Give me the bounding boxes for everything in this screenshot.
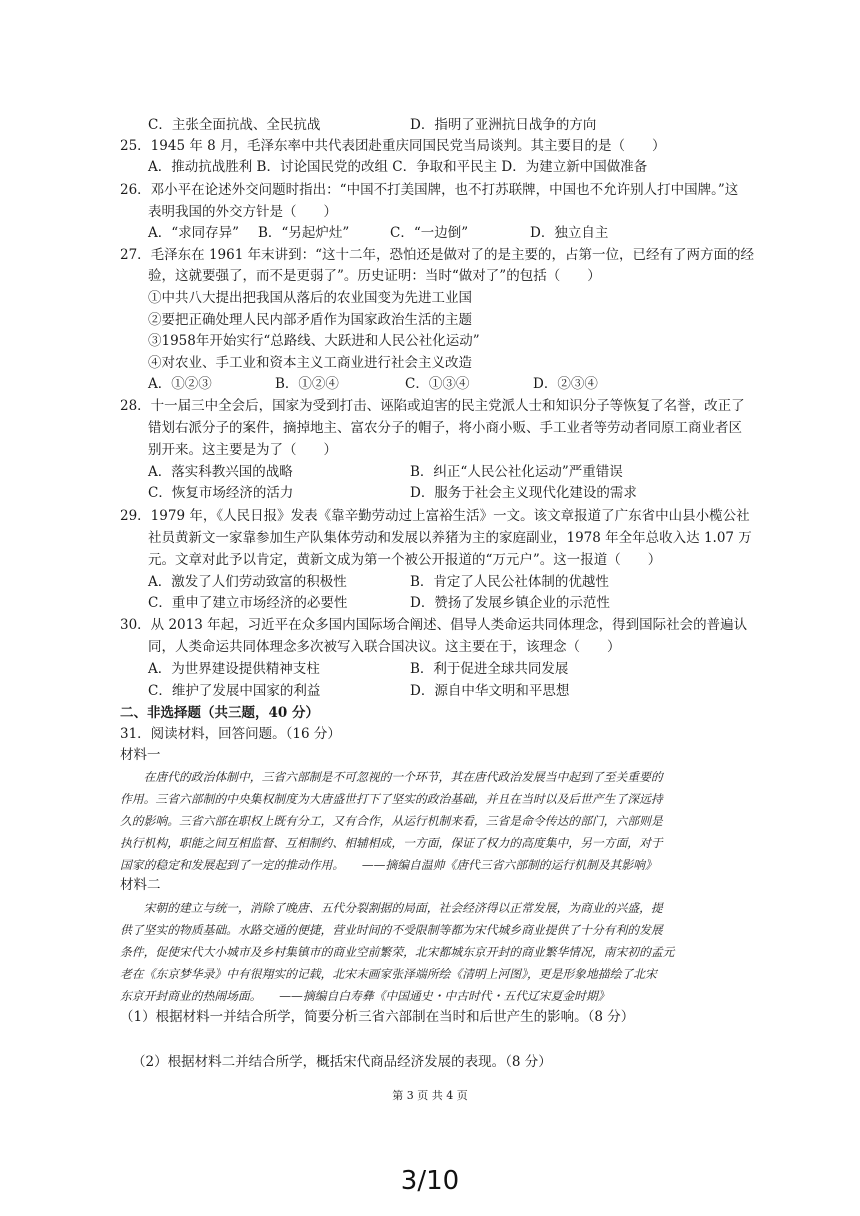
material-1-line: 作用。三省六部制的中央集权制度为大唐盛世打下了坚实的政治基础，并且在当时以及后世产生了深远持 (120, 792, 663, 806)
section-heading: 二、非选择题（共三题，40 分） (120, 705, 319, 721)
q28-stem-line1: 28．十一届三中全会后，国家为受到打击、诬陷或迫害的民主党派人士和知识分子等恢复了名誉，改正了 (120, 398, 745, 414)
q28-option-b: B．纠正“人民公社化运动”严重错误 (410, 464, 623, 480)
q28-option-a: A．落实科教兴国的战略 (148, 464, 293, 480)
q29-stem-line2: 社员黄新文一家靠参加生产队集体劳动和发展以养猪为主的家庭副业，1978 年全年总收入达 1.07 万 (148, 530, 752, 546)
material-2-line: 供了坚实的物质基础。水路交通的便捷，营业时间的不受限制等都为宋代城乡商业提供了十分有利的发展 (120, 923, 663, 937)
q26-stem-line2: 表明我国的外交方针是（ ） (148, 204, 337, 220)
q27-option-a: A．①②③ (148, 376, 212, 392)
q26-option-a: A．“求同存异” (148, 225, 240, 241)
q28-stem-line3: 别开来。这主要是为了（ ） (148, 442, 337, 458)
q27-stem-line1: 27．毛泽东在 1961 年末讲到：“这十二年，恐怕还是做对了的是主要的，占第一位，已经有了两方面的经 (120, 247, 755, 263)
q27-item-1: ①中共八大提出把我国从落后的农业国变为先进工业国 (148, 290, 472, 306)
q27-item-2: ②要把正确处理人民内部矛盾作为国家政治生活的主题 (148, 312, 472, 328)
q29-option-b: B．肯定了人民公社体制的优越性 (410, 574, 609, 590)
material-1-line: 在唐代的政治体制中，三省六部制是不可忽视的一个环节，其在唐代政治发展当中起到了至关重要的 (120, 770, 663, 784)
q26-stem-line1: 26．邓小平在论述外交问题时指出：“中国不打美国牌，也不打苏联牌，中国也不允许别人打中国牌。”这 (120, 182, 739, 198)
q27-item-3: ③1958年开始实行“总路线、大跃进和人民公社化运动” (148, 333, 480, 349)
q31-stem: 31．阅读材料，回答问题。（16 分） (120, 726, 341, 742)
page-footer: 第 3 页 共 4 页 (392, 1089, 468, 1102)
q27-option-b: B．①②④ (275, 376, 339, 392)
q25-stem: 25．1945 年 8 月，毛泽东率中共代表团赴重庆同国民党当局谈判。其主要目的是（ ） (120, 138, 666, 154)
q29-option-d: D．赞扬了发展乡镇企业的示范性 (410, 595, 610, 611)
q28-option-d: D．服务于社会主义现代化建设的需求 (410, 485, 637, 501)
q27-option-c: C．①③④ (405, 376, 470, 392)
q29-option-c: C．重申了建立市场经济的必要性 (148, 595, 348, 611)
q26-option-c: C．“一边倒” (390, 225, 469, 241)
material-1-source-line: 国家的稳定和发展起到了一定的推动作用。 ——摘编自温帅《唐代三省六部制的运行机制及其影响》 (120, 858, 657, 872)
q31-sub-question-1: （1）根据材料一并结合所学，简要分析三省六部制在当时和后世产生的影响。（8 分） (120, 1009, 635, 1025)
q30-stem-line1: 30．从 2013 年起，习近平在众多国内国际场合阐述、倡导人类命运共同体理念，得到国际社会的普遍认 (120, 617, 748, 633)
q29-stem-line3: 元。文章对此予以肯定，黄新文成为第一个被公开报道的“万元户”。这一报道（ ） (148, 552, 662, 568)
q27-option-d: D．②③④ (533, 376, 598, 392)
q30-option-d: D．源自中华文明和平思想 (410, 683, 570, 699)
material-2-line: 老在《东京梦华录》中有很翔实的记载，北宋末画家张泽端所绘《清明上河图》，更是形象地描绘了北宋 (120, 967, 657, 981)
q26-option-d: D．独立自主 (530, 225, 609, 241)
q24-option-c: C．主张全面抗战、全民抗战 (148, 117, 321, 133)
material-2-line: 宋朝的建立与统一，消除了晚唐、五代分裂割据的局面，社会经济得以正常发展，为商业的兴盛，提 (120, 901, 663, 915)
q30-option-a: A．为世界建设提供精神支柱 (148, 661, 320, 677)
q30-option-b: B．利于促进全球共同发展 (410, 661, 569, 677)
q27-stem-line2: 验，这就要强了，而不是更弱了”。历史证明：当时“做对了”的包括（ ） (148, 268, 601, 284)
q28-stem-line2: 错划右派分子的案件，摘掉地主、富农分子的帽子，将小商小贩、手工业者等劳动者同原工商业者区 (148, 420, 742, 436)
material-1-title: 材料一 (120, 747, 161, 763)
q30-stem-line2: 同，人类命运共同体理念多次被写入联合国决议。这主要在于，该理念（ ） (148, 639, 621, 655)
material-1-line: 执行机构，职能之间互相监督、互相制约、相辅相成，一方面，保证了权力的高度集中，另一方面，对于 (120, 836, 663, 850)
page-counter: 3/10 (400, 1166, 460, 1196)
q27-item-4: ④对农业、手工业和资本主义工商业进行社会主义改造 (148, 355, 472, 371)
q29-stem-line1: 29．1979 年，《人民日报》发表《靠辛勤劳动过上富裕生活》一文。该文章报道了广东省中山县小榄公社 (120, 508, 750, 524)
q26-option-b: B．“另起炉灶” (258, 225, 350, 241)
q24-option-d: D．指明了亚洲抗日战争的方向 (410, 117, 597, 133)
q25-options: A．推动抗战胜利 B．讨论国民党的改组 C．争取和平民主 D．为建立新中国做准备 (148, 159, 648, 175)
q31-sub-question-2: （2）根据材料二并结合所学，概括宋代商品经济发展的表现。（8 分） (132, 1054, 552, 1070)
q28-option-c: C．恢复市场经济的活力 (148, 485, 294, 501)
material-1-line: 久的影响。三省六部在职权上既有分工，又有合作，从运行机制来看，三省是命令传达的部门，六部则是 (120, 814, 663, 828)
q29-option-a: A．激发了人们劳动致富的积极性 (148, 574, 347, 590)
material-2-source-line: 东京开封商业的热闹场面。 ——摘编自白寿彝《中国通史・中古时代・五代辽宋夏金时期》 (120, 989, 610, 1003)
material-2-title: 材料二 (120, 877, 161, 893)
q30-option-c: C．维护了发展中国家的利益 (148, 683, 321, 699)
material-2-line: 条件，促使宋代大小城市及乡村集镇市的商业空前繁荣，北宋都城东京开封的商业繁华情况，南宋初的孟元 (120, 945, 675, 959)
